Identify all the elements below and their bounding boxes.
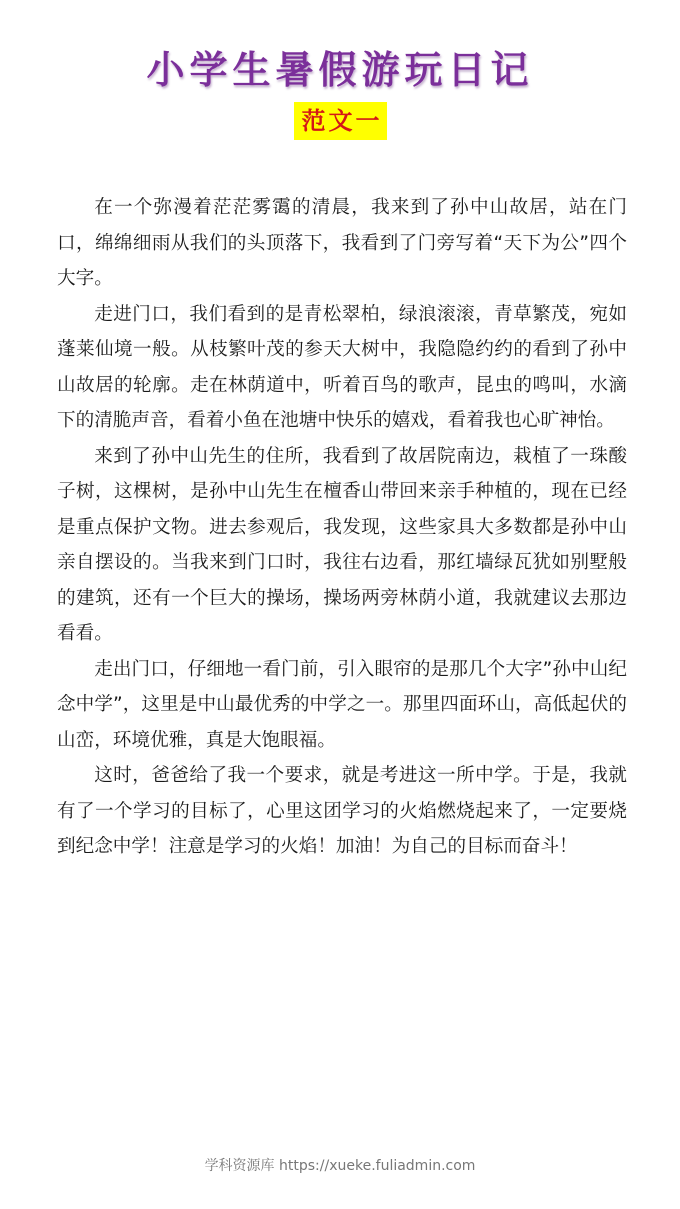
footer-watermark: 学科资源库 https://xueke.fuliadmin.com xyxy=(204,1158,476,1174)
subtitle-container xyxy=(0,102,680,140)
article-body xyxy=(57,190,627,865)
page-title: 小学生暑假游玩日记 xyxy=(146,47,534,92)
paragraph-3: 来到了孙中山先生的住所，我看到了故居院南边，栽植了一珠酸子树，这棵树，是孙中山先生在檀香山带回来亲手种植的，现在已经是重点保护文物。进去参观后，我发现，这些家具大多数都是孙中山亲自摆设的。当我来到门口时，我往右边看，那红墙绿瓦犹如别墅般的建筑，还有一个巨大的操场，操场两旁林荫小道，我就建议去那边看看。 xyxy=(57,445,627,644)
subtitle-badge: 范文一 xyxy=(294,102,387,140)
paragraph-5: 这时，爸爸给了我一个要求，就是考进这一所中学。于是，我就有了一个学习的目标了，心里这团学习的火焰燃烧起来了，一定要烧到纪念中学！注意是学习的火焰！加油！为自己的目标而奋斗！ xyxy=(57,765,627,857)
paragraph-1: 在一个弥漫着茫茫雾霭的清晨，我来到了孙中山故居，站在门口，绵绵细雨从我们的头顶落下，我看到了门旁写着“天下为公”四个大字。 xyxy=(57,197,627,289)
paragraph-4: 走出门口，仔细地一看门前，引入眼帘的是那几个大字”孙中山纪念中学”，这里是中山最优秀的中学之一。那里四面环山，高低起伏的山峦，环境优雅，真是大饱眼福。 xyxy=(57,658,627,751)
paragraph-2: 走进门口，我们看到的是青松翠柏，绿浪滚滚，青草繁茂，宛如蓬莱仙境一般。从枝繁叶茂的参天大树中，我隐隐约约的看到了孙中山故居的轮廓。走在林荫道中，听着百鸟的歌声，昆虫的鸣叫，水滴下的清脆声音，看着小鱼在池塘中快乐的嬉戏，看着我也心旷神怡。 xyxy=(57,303,627,431)
